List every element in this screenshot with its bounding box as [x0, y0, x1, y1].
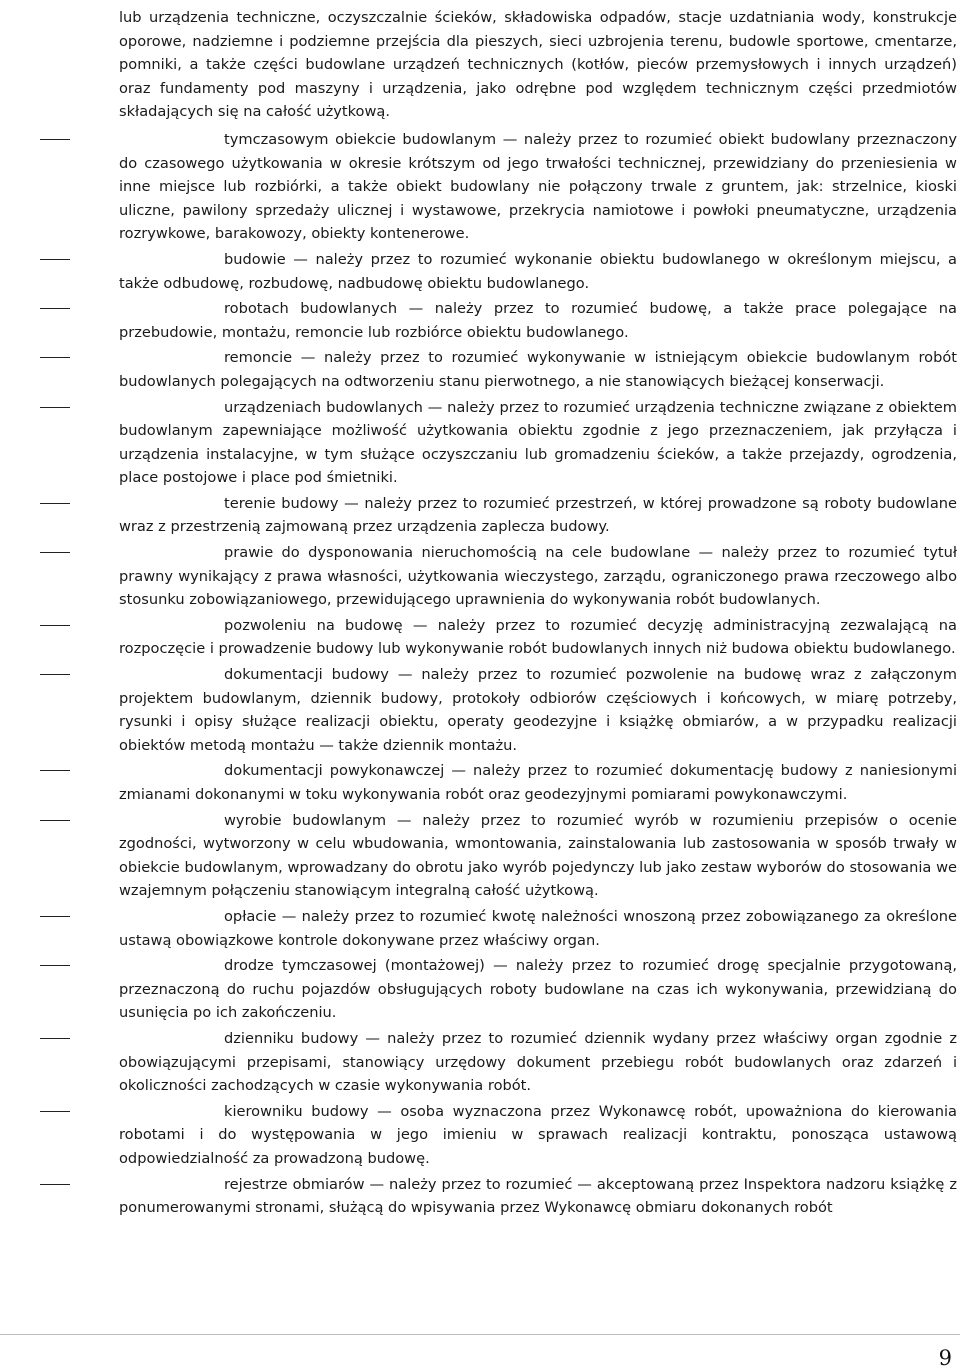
definition-text: pozwoleniu na budowę — należy przez to rozumieć decyzję administracyjną zezwalającą na rozpoczęcie i prowadzenie budowy lub wykonywanie robót budowlanych innych niż budowa obiektu budowlanego.: [119, 616, 957, 658]
dash-bullet: [40, 625, 70, 626]
definition-text: urządzeniach budowlanych — należy przez to rozumieć urządzenia techniczne związane z obiektem budowlanym zapewniające możliwość użytkowania obiektu zgodnie z jego przeznaczeniem, jak przyłącza i urządzenia instalacyjne, w tym służące oczyszczaniu lub gromadzeniu ścieków, a także przejazdy, ogrodzenia, place postojowe i place pod śmietniki.: [119, 398, 957, 487]
definition-text: dokumentacji budowy — należy przez to rozumieć pozwolenie na budowę wraz z załączonym projektem budowlanym, dziennik budowy, protokoły odbiorów częściowych i końcowych, w miarę potrzeby, rysunki i opisy służące realizacji obiektu, operaty geodezyjne i książkę obmiarów, a w przypadku realizacji obiektów metodą montażu — także dziennik montażu.: [119, 666, 957, 754]
definition-item: [119, 492, 957, 539]
definition-text: prawie do dysponowania nieruchomością na cele budowlane — należy przez to rozumieć tytuł prawny wynikający z prawa własności, użytkowania wieczystego, zarządu, ograniczonego prawa rzeczowego albo stosunku zobowiązaniowego, przewidującego uprawnienia do wykonywania robót budowlanych.: [119, 544, 957, 609]
definition-text: wyrobie budowlanym — należy przez to rozumieć wyrób w rozumieniu przepisów o ocenie zgodności, wytworzony w celu wbudowania, wmontowania, zainstalowania lub zastosowania w sposób trwały w obiekcie budowlanym, wprowadzany do obrotu jako wyrób pojedynczy lub jako zestaw wyborów do stosowania we wzajemnym połączeniu stanowiącym integralną całość użytkową.: [119, 811, 957, 900]
definition-text: drodze tymczasowej (montażowej) — należy przez to rozumieć drogę specjalnie przygotowaną, przeznaczoną do ruchu pojazdów obsługujących roboty budowlane na czas ich wykonywania, przewidzianą do usunięcia po ich zakończeniu.: [119, 957, 957, 1022]
intro-paragraph: lub urządzenia techniczne, oczyszczalnie ścieków, składowiska odpadów, stacje uzdatniania wody, konstrukcje oporowe, nadziemne i podziemne przejścia dla pieszych, sieci uzbrojenia terenu, budowle sportowe, cmentarze, pomniki, a także części budowlane urządzeń technicznych (kotłów, pieców przemysłowych i innych urządzeń) oraz fundamenty pod maszyny i urządzenia, jako odrębne pod względem technicznym części przedmiotów składających się na całość użytkową.: [119, 9, 957, 121]
definition-item: [119, 759, 957, 806]
definition-item: [119, 297, 957, 344]
definition-item: [119, 809, 957, 903]
definition-item: [119, 396, 957, 490]
footer-divider: [0, 1334, 960, 1335]
dash-bullet: [40, 674, 70, 675]
definition-item: [119, 1027, 957, 1098]
dash-bullet: [40, 1184, 70, 1185]
dash-bullet: [40, 1111, 70, 1112]
dash-bullet: [40, 770, 70, 771]
definition-item: [119, 614, 957, 661]
dash-bullet: [40, 1038, 70, 1039]
dash-bullet: [40, 552, 70, 553]
definition-text: opłacie — należy przez to rozumieć kwotę należności wnoszoną przez zobowiązanego za określone ustawą obowiązkowe kontrole dokonywane przez właściwy organ.: [119, 907, 957, 949]
definition-item: [119, 663, 957, 757]
dash-bullet: [40, 407, 70, 408]
definition-text: remoncie — należy przez to rozumieć wykonywanie w istniejącym obiekcie budowlanym robót budowlanych polegających na odtworzeniu stanu pierwotnego, a nie stanowiących bieżącej konserwacji.: [119, 349, 957, 390]
dash-bullet: [40, 503, 70, 504]
dash-bullet: [40, 139, 70, 140]
definition-text: dokumentacji powykonawczej — należy przez to rozumieć dokumentację budowy z naniesionymi zmianami dokonanymi w toku wykonywania robót oraz geodezyjnymi pomiarami powykonawczymi.: [119, 762, 957, 803]
dash-bullet: [40, 965, 70, 966]
definition-item: [119, 248, 957, 295]
definition-item: [119, 905, 957, 952]
dash-bullet: [40, 308, 70, 309]
definition-text: dzienniku budowy — należy przez to rozumieć dziennik wydany przez właściwy organ zgodnie z obowiązującymi przepisami, stanowiący urzędowy dokument przebiegu robót budowlanych oraz zdarzeń i okoliczności zachodzących w czasie wykonywania robót.: [119, 1029, 957, 1095]
definition-item: [119, 954, 957, 1025]
dash-bullet: [40, 916, 70, 917]
definition-text: terenie budowy — należy przez to rozumieć przestrzeń, w której prowadzone są roboty budowlane wraz z przestrzenią zajmowaną przez urządzenia zaplecza budowy.: [119, 494, 957, 536]
definition-item: [119, 1173, 957, 1220]
page-number: 9: [938, 1346, 952, 1370]
definition-item: [119, 346, 957, 393]
definition-text: rejestrze obmiarów — należy przez to rozumieć — akceptowaną przez Inspektora nadzoru książkę z ponumerowanymi stronami, służącą do wpisywania przez Wykonawcę obmiaru dokonanych robót: [119, 1175, 957, 1217]
definition-text: kierowniku budowy — osoba wyznaczona przez Wykonawcę robót, upoważniona do kierowania robotami i do występowania w jego imieniu w sprawach realizacji kontraktu, ponosząca ustawową odpowiedzialność za prowadzoną budowę.: [119, 1102, 957, 1167]
definition-item: [119, 1100, 957, 1171]
definition-text: tymczasowym obiekcie budowlanym — należy przez to rozumieć obiekt budowlany przeznaczony do czasowego użytkowania w okresie krótszym od jego trwałości technicznej, przewidziany do przeniesienia w inne miejsce lub rozbiórki, a także obiekt budowlany nie połączony trwale z gruntem, jak: strzelnice, kioski uliczne, pawilony sprzedaży ulicznej i wystawowe, przekrycia namiotowe i powłoki pneumatyczne, urządzenia rozrywkowe, barakowozy, obiekty kontenerowe.: [119, 130, 957, 243]
dash-bullet: [40, 357, 70, 358]
page-content: [119, 6, 957, 1220]
dash-bullet: [40, 259, 70, 260]
dash-bullet: [40, 820, 70, 821]
definition-item: [119, 128, 957, 246]
definition-text: robotach budowlanych — należy przez to rozumieć budowę, a także prace polegające na przebudowie, montażu, remoncie lub rozbiórce obiektu budowlanego.: [119, 300, 957, 341]
definition-item: [119, 541, 957, 612]
definition-text: budowie — należy przez to rozumieć wykonanie obiektu budowlanego w określonym miejscu, a także odbudowę, rozbudowę, nadbudowę obiektu budowlanego.: [119, 250, 957, 292]
definition-list: [119, 128, 957, 1220]
